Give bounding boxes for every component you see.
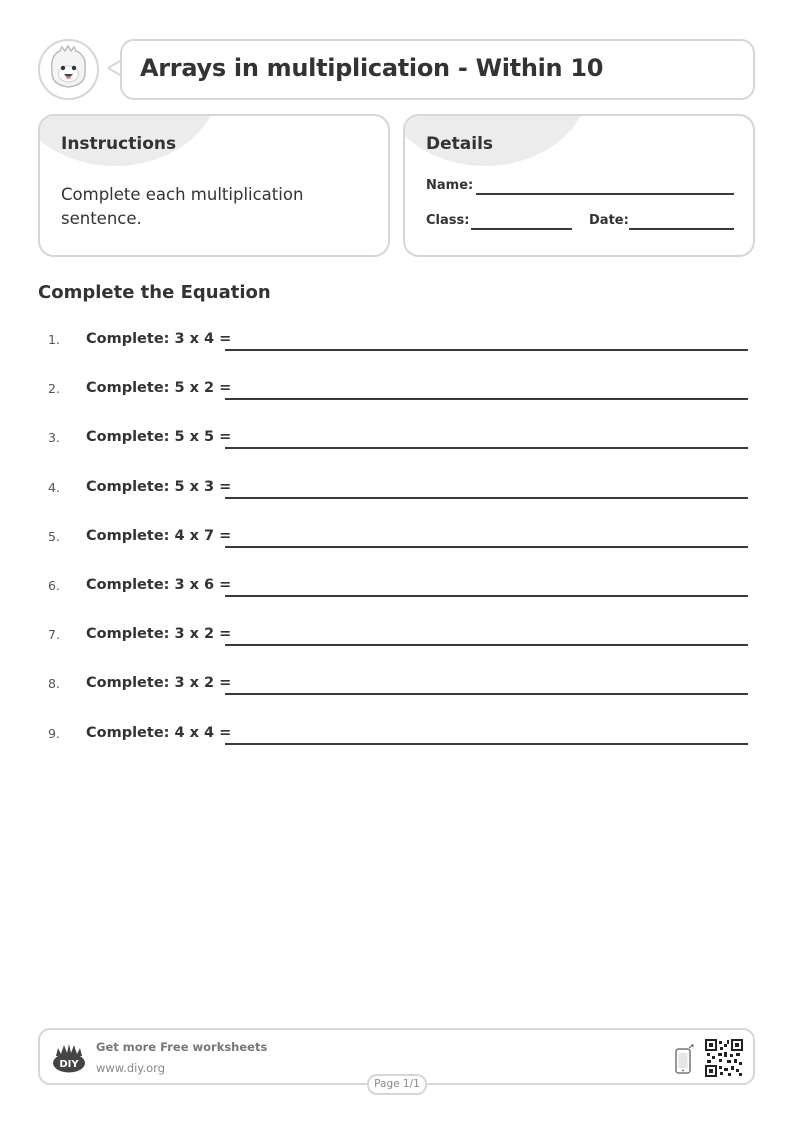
page-indicator: Page 1/1: [367, 1074, 427, 1095]
question-row: [38, 381, 748, 405]
question-text: Complete: 4 x 7 =: [86, 528, 232, 544]
phone-scan-icon: [674, 1044, 696, 1074]
question-row: [38, 578, 748, 602]
question-number: 7.: [48, 627, 60, 642]
question-text: Complete: 3 x 4 =: [86, 331, 232, 347]
diy-logo-icon: [52, 1042, 86, 1073]
title-banner: [120, 39, 755, 100]
question-number: 3.: [48, 430, 60, 445]
question-text: Complete: 4 x 4 =: [86, 725, 232, 741]
answer-line[interactable]: [225, 546, 748, 548]
question-row: [38, 332, 748, 356]
footer-link[interactable]: www.diy.org: [96, 1061, 165, 1075]
answer-line[interactable]: [225, 743, 748, 745]
question-number: 8.: [48, 676, 60, 691]
question-number: 2.: [48, 381, 60, 396]
date-label: Date:: [589, 213, 629, 228]
class-label: Class:: [426, 213, 470, 228]
details-heading: Details: [426, 134, 494, 154]
page-title: Arrays in multiplication - Within 10: [140, 54, 604, 82]
answer-line[interactable]: [225, 398, 748, 400]
name-field[interactable]: [476, 193, 734, 195]
name-label: Name:: [426, 178, 474, 193]
question-row: [38, 430, 748, 454]
question-row: [38, 529, 748, 553]
yeti-mascot-icon: [38, 39, 99, 100]
question-number: 5.: [48, 529, 60, 544]
question-text: Complete: 5 x 5 =: [86, 429, 232, 445]
question-number: 1.: [48, 332, 60, 347]
answer-line[interactable]: [225, 595, 748, 597]
details-card: [403, 114, 755, 257]
question-number: 4.: [48, 480, 60, 495]
question-number: 9.: [48, 726, 60, 741]
answer-line[interactable]: [225, 497, 748, 499]
class-field[interactable]: [471, 228, 572, 230]
question-text: Complete: 3 x 2 =: [86, 675, 232, 691]
qr-code-icon[interactable]: [705, 1039, 743, 1077]
answer-line[interactable]: [225, 447, 748, 449]
question-text: Complete: 3 x 6 =: [86, 577, 232, 593]
instructions-text: Complete each multiplication sentence.: [61, 185, 304, 228]
instructions-card: [38, 114, 390, 257]
diy-logo-text: DIY: [59, 1059, 79, 1070]
question-row: [38, 676, 748, 700]
question-number: 6.: [48, 578, 60, 593]
question-text: Complete: 5 x 2 =: [86, 380, 232, 396]
date-field[interactable]: [629, 228, 734, 230]
footer-promo: Get more Free worksheets: [96, 1040, 268, 1054]
question-row: [38, 726, 748, 750]
section-title: Complete the Equation: [38, 282, 271, 303]
question-row: [38, 480, 748, 504]
answer-line[interactable]: [225, 693, 748, 695]
question-text: Complete: 3 x 2 =: [86, 626, 232, 642]
question-row: [38, 627, 748, 651]
instructions-heading: Instructions: [61, 134, 177, 154]
answer-line[interactable]: [225, 349, 748, 351]
answer-line[interactable]: [225, 644, 748, 646]
question-text: Complete: 5 x 3 =: [86, 479, 232, 495]
